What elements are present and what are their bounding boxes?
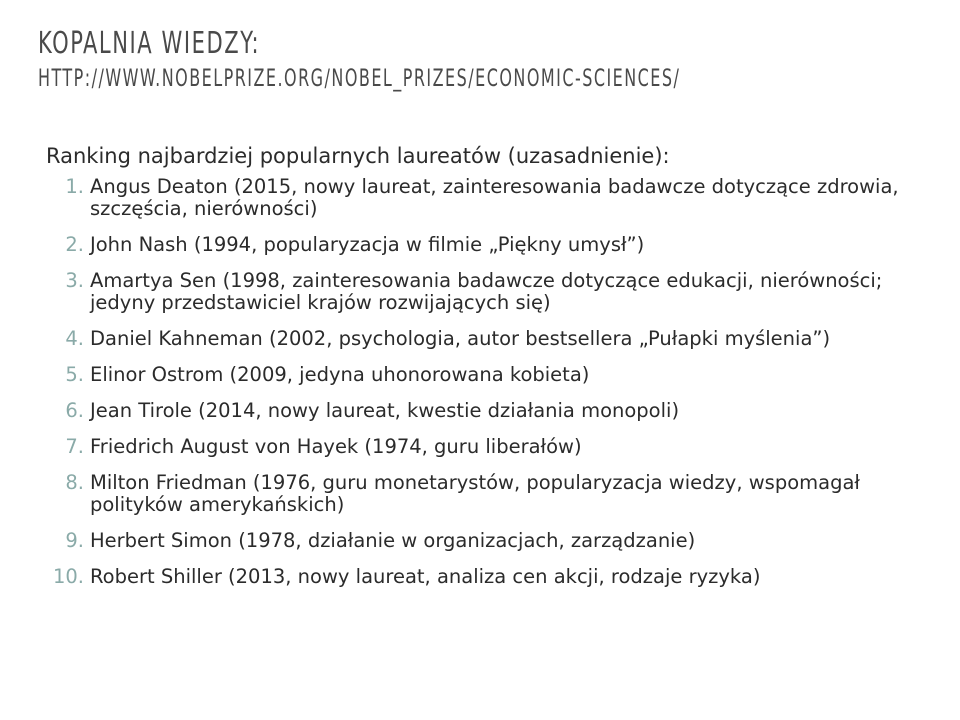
list-number: 2. — [65, 233, 84, 256]
list-text: Friedrich August von Hayek (1974, guru liberałów) — [90, 435, 582, 458]
list-item — [46, 400, 926, 422]
title-url: HTTP://WWW.NOBELPRIZE.ORG/NOBEL_PRIZES/ECONOMIC-SCIENCES/ — [38, 64, 681, 92]
ranking-list — [46, 176, 926, 588]
list-item — [46, 436, 926, 458]
list-number: 5. — [65, 363, 84, 386]
list-item — [46, 234, 926, 256]
slide-content — [46, 142, 926, 602]
list-text: Herbert Simon (1978, działanie w organizacjach, zarządzanie) — [90, 529, 696, 552]
list-number: 3. — [65, 269, 84, 292]
list-number: 1. — [65, 175, 84, 198]
list-number: 10. — [52, 565, 84, 588]
list-number: 8. — [65, 471, 84, 494]
list-item — [46, 566, 926, 588]
list-item — [46, 472, 926, 516]
list-text: Robert Shiller (2013, nowy laureat, analiza cen akcji, rodzaje ryzyka) — [90, 565, 761, 588]
list-text: John Nash (1994, popularyzacja w filmie „Piękny umysł”) — [90, 233, 645, 256]
list-number: 6. — [65, 399, 84, 422]
list-item — [46, 364, 926, 386]
list-text: Amartya Sen (1998, zainteresowania badawcze dotyczące edukacji, nierówności; jedyny przedstawiciel krajów rozwijających się) — [90, 269, 883, 314]
title-line-1: KOPALNIA WIEDZY: — [38, 26, 261, 61]
list-text: Jean Tirole (2014, nowy laureat, kwestie działania monopoli) — [90, 399, 680, 422]
list-text: Angus Deaton (2015, nowy laureat, zainteresowania badawcze dotyczące zdrowia, szczęścia, nierówności) — [90, 175, 899, 220]
list-item — [46, 328, 926, 350]
list-item — [46, 270, 926, 314]
list-text: Milton Friedman (1976, guru monetarystów, popularyzacja wiedzy, wspomagał polityków amerykańskich) — [90, 471, 860, 516]
ranking-lead: Ranking najbardziej popularnych laureatów (uzasadnienie): — [46, 144, 670, 168]
list-text: Daniel Kahneman (2002, psychologia, autor bestsellera „Pułapki myślenia”) — [90, 327, 831, 350]
list-number: 4. — [65, 327, 84, 350]
slide-title — [38, 26, 918, 94]
list-item — [46, 530, 926, 552]
list-number: 9. — [65, 529, 84, 552]
list-item — [46, 176, 926, 220]
list-number: 7. — [65, 435, 84, 458]
list-text: Elinor Ostrom (2009, jedyna uhonorowana kobieta) — [90, 363, 590, 386]
